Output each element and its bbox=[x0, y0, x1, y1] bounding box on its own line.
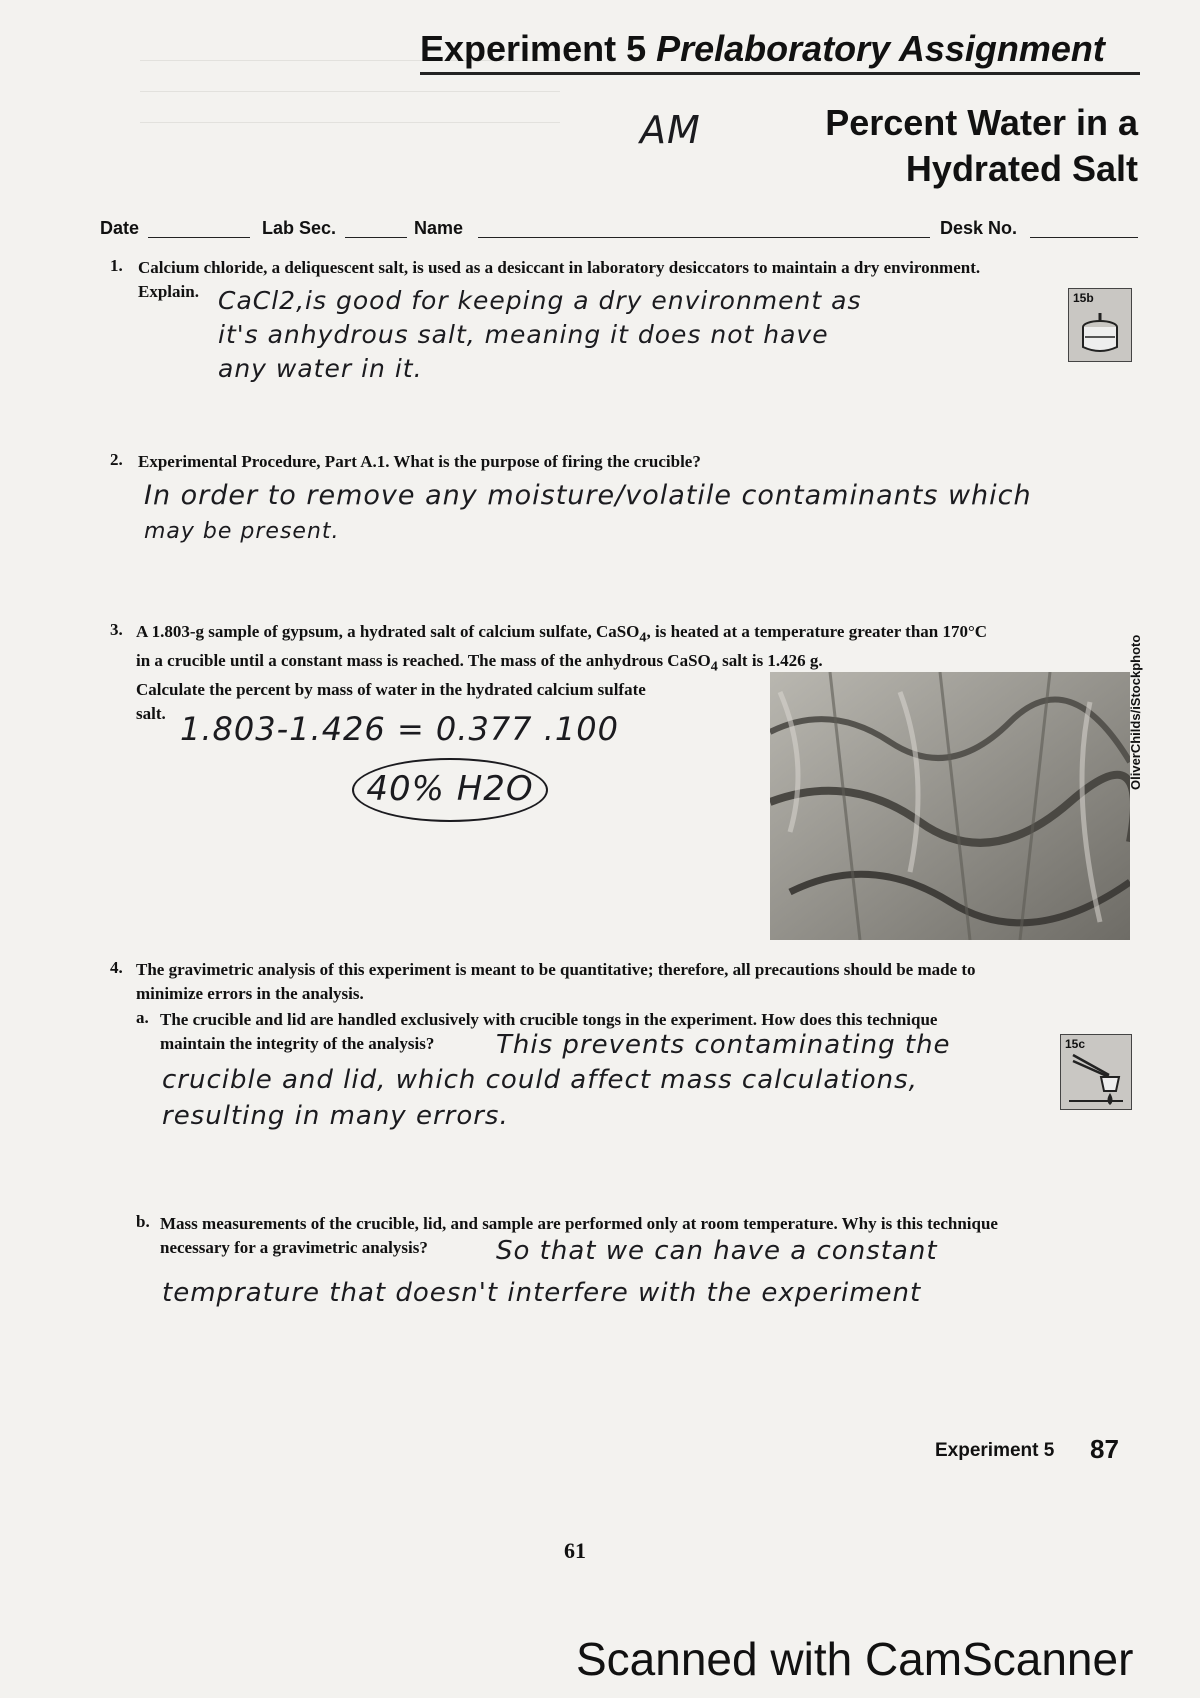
question-4-line1: The gravimetric analysis of this experiment is meant to be quantitative; therefore, all precautions should be made to bbox=[136, 960, 976, 979]
question-1-number: 1. bbox=[110, 256, 123, 275]
question-4-line2: minimize errors in the analysis. bbox=[136, 984, 364, 1003]
name-field[interactable] bbox=[478, 236, 930, 238]
title-rule bbox=[420, 72, 1140, 75]
question-3-text bbox=[136, 620, 1146, 679]
experiment-heading bbox=[420, 28, 1105, 70]
question-3-sub1: 4 bbox=[639, 629, 647, 646]
question-3-line2-b: salt is 1.426 g. bbox=[717, 651, 823, 671]
question-4a-line1: The crucible and lid are handled exclusively with crucible tongs in the experiment. How does this technique bbox=[160, 1010, 938, 1029]
experiment-label: Experiment 5 bbox=[420, 28, 647, 69]
scan-page-number: 61 bbox=[564, 1538, 586, 1563]
question-3-line1 bbox=[136, 620, 1146, 649]
page-title-line2: Hydrated Salt bbox=[905, 148, 1138, 189]
icon-code-15c: 15c bbox=[1065, 1037, 1086, 1051]
answer-4b-line2: temprature that doesn't interfere with the experiment bbox=[162, 1278, 922, 1308]
desiccator-glyph bbox=[1069, 289, 1131, 361]
desk-no-field[interactable] bbox=[1030, 236, 1138, 238]
lab-sec-field[interactable] bbox=[345, 236, 407, 238]
gypsum-rock-image bbox=[770, 672, 1130, 940]
answer-2-line2: may be present. bbox=[144, 519, 340, 544]
desiccator-icon bbox=[1068, 288, 1132, 362]
question-2-text: Experimental Procedure, Part A.1. What is the purpose of firing the crucible? bbox=[138, 452, 701, 471]
answer-4a-line2: crucible and lid, which could affect mass calculations, bbox=[162, 1065, 918, 1095]
answer-2-line1: In order to remove any moisture/volatile contaminants which bbox=[144, 480, 1032, 511]
question-3-line1-b: , is heated at a temperature greater than 170°C bbox=[646, 622, 988, 641]
question-3-line1-a: A 1.803-g sample of gypsum, a hydrated salt of calcium sulfate, CaSO bbox=[136, 622, 640, 641]
page-title-line1: Percent Water in a bbox=[825, 102, 1138, 143]
tongs-glyph bbox=[1061, 1035, 1131, 1109]
question-3-line2-a: in a crucible until a constant mass is reached. The mass of the anhydrous CaSO bbox=[136, 651, 711, 671]
question-4-number: 4. bbox=[110, 958, 123, 977]
scanner-watermark: Scanned with CamScanner bbox=[576, 1633, 1134, 1685]
question-4-text bbox=[136, 958, 1146, 1006]
question-4a-line2: maintain the integrity of the analysis? bbox=[160, 1034, 435, 1053]
footer-experiment-label: Experiment 5 bbox=[935, 1440, 1055, 1461]
circled-result: 40% H2O bbox=[352, 758, 548, 822]
date-label: Date bbox=[100, 218, 140, 238]
question-1-line1: Calcium chloride, a deliquescent salt, is used as a desiccant in laboratory desiccators to maintain a dry environment. bbox=[138, 258, 981, 277]
answer-4b-line1: So that we can have a constant bbox=[496, 1236, 938, 1266]
page-title bbox=[718, 100, 1138, 192]
question-4b-line1: Mass measurements of the crucible, lid, and sample are performed only at room temperature. Why is this technique bbox=[160, 1214, 998, 1233]
answer-4a-line3: resulting in many errors. bbox=[162, 1101, 509, 1131]
question-2-number: 2. bbox=[110, 450, 123, 469]
page-number: 87 bbox=[1090, 1434, 1119, 1464]
answer-2 bbox=[144, 478, 1194, 550]
answer-1-line2: it's anhydrous salt, meaning it does not have bbox=[218, 320, 829, 349]
gypsum-photo bbox=[770, 672, 1130, 940]
answer-1-line3: any water in it. bbox=[218, 354, 423, 383]
assignment-label: Prelaboratory Assignment bbox=[656, 28, 1105, 69]
handwritten-initials: AM bbox=[640, 108, 701, 152]
answer-1-line1: CaCl2,is good for keeping a dry environment as bbox=[218, 286, 862, 315]
lab-sec-label: Lab Sec. bbox=[262, 218, 337, 238]
name-label: Name bbox=[414, 218, 464, 238]
question-3a-line2: salt. bbox=[136, 704, 166, 723]
question-3-number: 3. bbox=[110, 620, 123, 639]
crucible-tongs-icon bbox=[1060, 1034, 1132, 1110]
question-4b-line2: necessary for a gravimetric analysis? bbox=[160, 1238, 428, 1257]
answer-1 bbox=[218, 284, 1058, 386]
icon-code-15b: 15b bbox=[1073, 291, 1094, 305]
desk-no-label: Desk No. bbox=[940, 218, 1018, 238]
question-3a-line1: Calculate the percent by mass of water in the hydrated calcium sulfate bbox=[136, 680, 646, 699]
date-field[interactable] bbox=[148, 236, 250, 238]
photo-credit: OliverChilds/iStockphoto bbox=[1128, 634, 1143, 790]
answer-4a bbox=[162, 1062, 1052, 1134]
question-1-line2: Explain. bbox=[138, 282, 199, 301]
answer-4a-line1: This prevents contaminating the bbox=[496, 1030, 951, 1060]
question-4b-label: b. bbox=[136, 1212, 150, 1231]
question-3-sub2: 4 bbox=[710, 658, 718, 675]
question-4a-label: a. bbox=[136, 1008, 149, 1027]
calculation-work: 1.803-1.426 = 0.377 .100 bbox=[180, 710, 619, 748]
